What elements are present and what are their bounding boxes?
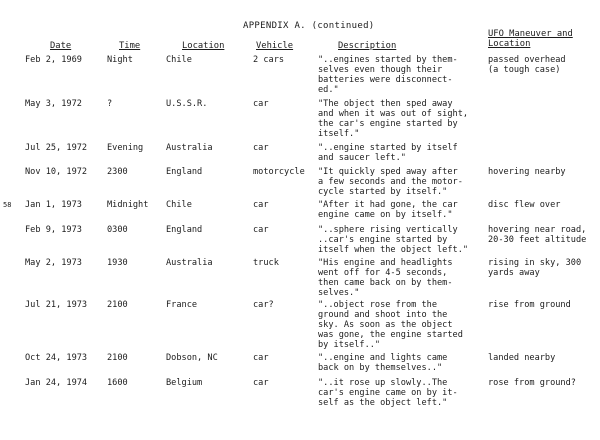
cell-description: "..sphere rising vertically ..car's engine started by itself when the object left." (318, 225, 469, 255)
cell-vehicle: motorcycle (253, 167, 305, 177)
cell-time: 0300 (107, 225, 128, 235)
cell-location: Chile (166, 200, 192, 210)
cell-ufo-maneuver: landed nearby (488, 353, 556, 363)
cell-description: "His engine and headlights went off for 4-5 seconds, then came back on by them- selves." (318, 258, 453, 298)
cell-vehicle: car (253, 225, 269, 235)
header-ufo-maneuver: UFO Maneuver and Location (488, 29, 573, 49)
cell-vehicle: car (253, 143, 269, 153)
cell-ufo-maneuver: rose from ground? (488, 378, 576, 388)
cell-ufo-maneuver: rising in sky, 300 yards away (488, 258, 582, 278)
cell-vehicle: car (253, 99, 269, 109)
margin-page-mark: 58 (3, 201, 12, 209)
cell-location: Chile (166, 55, 192, 65)
cell-location: England (166, 225, 203, 235)
cell-description: "It quickly sped away after a few seconds and the motor- cycle started by itself." (318, 167, 463, 197)
header-vehicle: Vehicle (256, 41, 294, 51)
cell-date: Feb 9, 1973 (25, 225, 82, 235)
cell-date: Jul 25, 1972 (25, 143, 88, 153)
cell-time: Midnight (107, 200, 149, 210)
cell-vehicle: car (253, 378, 269, 388)
cell-time: 2100 (107, 353, 128, 363)
cell-vehicle: car (253, 200, 269, 210)
header-date: Date (50, 41, 72, 51)
cell-ufo-maneuver: rise from ground (488, 300, 571, 310)
cell-time: Evening (107, 143, 144, 153)
cell-time: 2300 (107, 167, 128, 177)
cell-date: Jan 1, 1973 (25, 200, 82, 210)
cell-time: 2100 (107, 300, 128, 310)
cell-description: "After it had gone, the car engine came on by itself." (318, 200, 458, 220)
cell-date: May 3, 1972 (25, 99, 82, 109)
cell-date: Oct 24, 1973 (25, 353, 88, 363)
cell-location: Australia (166, 143, 213, 153)
cell-date: Nov 10, 1972 (25, 167, 88, 177)
cell-location: France (166, 300, 198, 310)
header-time: Time (119, 41, 141, 51)
cell-location: Belgium (166, 378, 203, 388)
cell-description: "..engines started by them- selves even though their batteries were disconnect- ed." (318, 55, 458, 95)
cell-date: Feb 2, 1969 (25, 55, 82, 65)
cell-vehicle: truck (253, 258, 279, 268)
cell-time: 1600 (107, 378, 128, 388)
header-location: Location (182, 41, 225, 51)
cell-date: May 2, 1973 (25, 258, 82, 268)
cell-location: U.S.S.R. (166, 99, 208, 109)
cell-location: Australia (166, 258, 213, 268)
cell-date: Jul 21, 1973 (25, 300, 88, 310)
cell-description: "..engine and lights came back on by themselves.." (318, 353, 448, 373)
cell-vehicle: 2 cars (253, 55, 285, 65)
cell-time: ? (107, 99, 113, 109)
cell-ufo-maneuver: passed overhead (a tough case) (488, 55, 566, 75)
cell-vehicle: car (253, 353, 269, 363)
cell-vehicle: car? (253, 300, 274, 310)
cell-description: "..it rose up slowly..The car's engine came on by it- self as the object left." (318, 378, 458, 408)
cell-location: Dobson, NC (166, 353, 218, 363)
cell-date: Jan 24, 1974 (25, 378, 88, 388)
cell-description: "..object rose from the ground and shoot into the sky. As soon as the object was gone, the engine started by itself.." (318, 300, 463, 350)
cell-time: Night (107, 55, 133, 65)
cell-description: "..engine started by itself and saucer left." (318, 143, 458, 163)
cell-description: "The object then sped away and when it was out of sight, the car's engine started by itself." (318, 99, 469, 139)
cell-ufo-maneuver: hovering near road, 20-30 feet altitude (488, 225, 587, 245)
cell-time: 1930 (107, 258, 128, 268)
page-title: APPENDIX A. (continued) (243, 21, 375, 31)
header-description: Description (338, 41, 397, 51)
cell-location: England (166, 167, 203, 177)
cell-ufo-maneuver: disc flew over (488, 200, 561, 210)
cell-ufo-maneuver: hovering nearby (488, 167, 566, 177)
